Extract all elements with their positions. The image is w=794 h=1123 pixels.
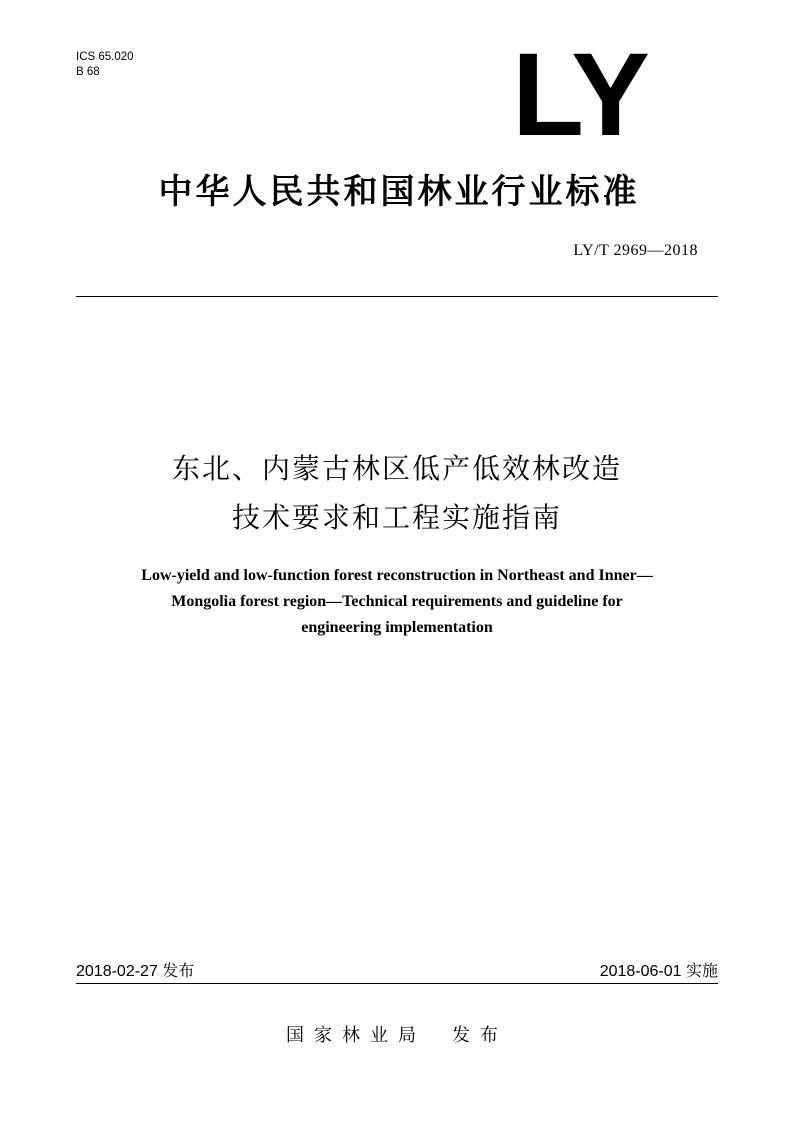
en-title-line2: Mongolia forest region—Technical requirements and guideline for bbox=[171, 593, 623, 610]
classification-codes bbox=[76, 50, 134, 80]
standard-title: 中华人民共和国林业行业标准 bbox=[158, 172, 640, 212]
issue-date: 2018-02-27 发布 bbox=[76, 963, 195, 980]
issuer-action: 发布 bbox=[452, 1025, 508, 1046]
bottom-divider bbox=[76, 983, 718, 984]
ccs-code: B 68 bbox=[76, 66, 100, 78]
ics-code: ICS 65.020 bbox=[76, 51, 134, 63]
top-divider bbox=[76, 296, 718, 297]
implement-date: 2018-06-01 实施 bbox=[599, 963, 718, 980]
en-title-line3: engineering implementation bbox=[301, 619, 493, 636]
standard-number: LY/T 2969—2018 bbox=[573, 242, 698, 259]
issuer-line bbox=[0, 1021, 794, 1047]
cn-title-line2: 技术要求和工程实施指南 bbox=[231, 501, 562, 534]
en-title-line1: Low-yield and low-function forest reconstruction in Northeast and Inner— bbox=[141, 567, 653, 584]
ly-logo: LY bbox=[512, 29, 648, 161]
issuer-name: 国家林业局 bbox=[286, 1025, 426, 1046]
cn-title-line1: 东北、内蒙古林区低产低效林改造 bbox=[171, 452, 622, 485]
